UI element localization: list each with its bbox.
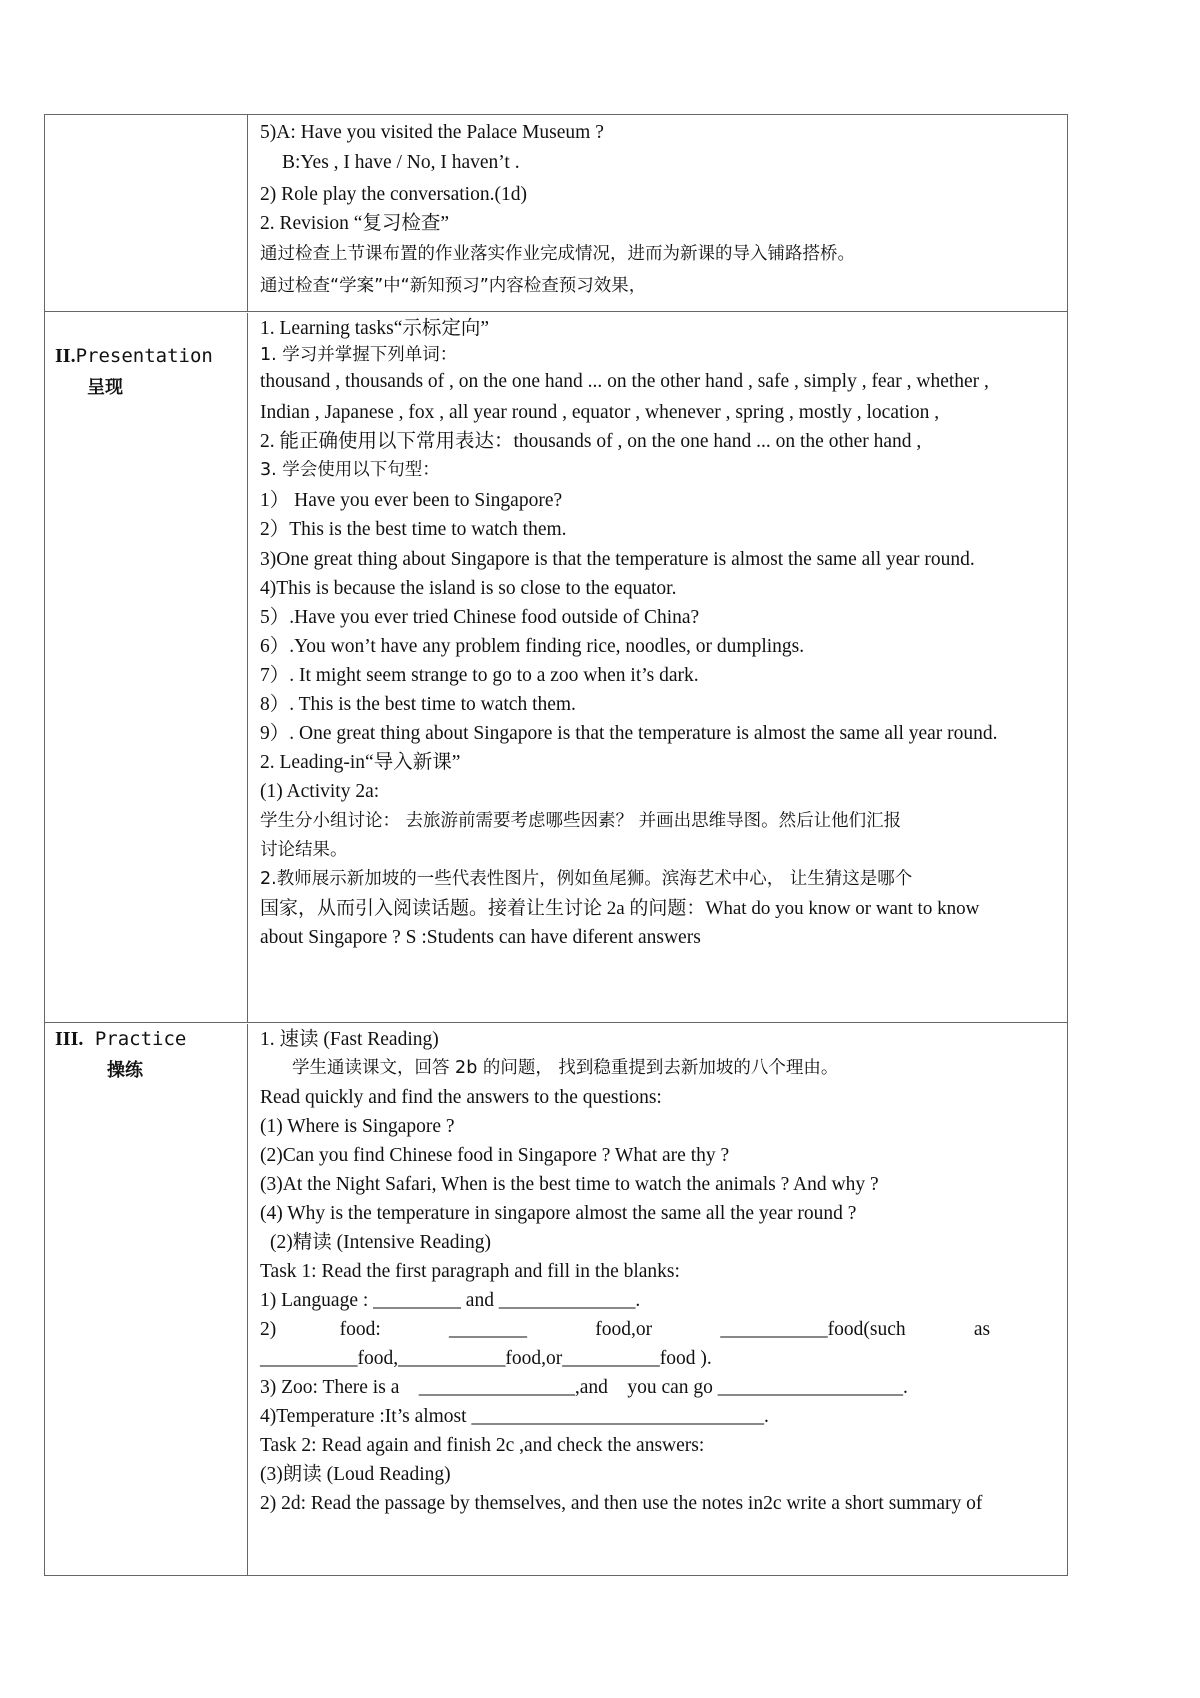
content-line: 2.教师展示新加坡的一些代表性图片，例如鱼尾狮。滨海艺术中心， 让生猜这是哪个 [260, 869, 913, 889]
section-label-cell [45, 1024, 248, 1575]
content-line: 1. 学习并掌握下列单词： [260, 345, 458, 365]
content-line: 通过检查上节课布置的作业落实作业完成情况，进而为新课的导入铺路搭桥。 [260, 244, 855, 264]
content-line: 3. 学会使用以下句型： [260, 460, 440, 480]
section-content-cell [248, 313, 1067, 1022]
content-line: (3)At the Night Safari, When is the best time to watch the animals ? And why ? [260, 1174, 879, 1195]
content-line: (3)朗读 (Loud Reading) [260, 1464, 451, 1485]
content-line: (1) Activity 2a: [260, 781, 380, 802]
content-line: 1. Learning tasks“示标定向” [260, 318, 490, 339]
content-line: 8）. This is the best time to watch them. [260, 694, 576, 715]
section-label-cell [45, 313, 248, 1022]
content-line: 5)A: Have you visited the Palace Museum ? [260, 122, 604, 143]
content-line: 学生分小组讨论： 去旅游前需要考虑哪些因素？ 并画出思维导图。然后让他们汇报 [260, 811, 902, 831]
section-roman-numeral: III. [55, 1028, 84, 1050]
content-line: 2. 能正确使用以下常用表达：thousands of , on the one hand ... on the other hand , [260, 431, 922, 452]
content-line: (1) Where is Singapore ? [260, 1116, 455, 1137]
content-line: B:Yes , I have / No, I haven’t . [282, 152, 520, 173]
section-title-cn: 操练 [107, 1060, 143, 1081]
content-line: 7）. It might seem strange to go to a zoo when it’s dark. [260, 665, 699, 686]
section-content-cell [248, 115, 1067, 311]
section-title-en: Presentation [75, 345, 213, 367]
table-row-revision [45, 115, 1067, 312]
content-line: 4)Temperature :It’s almost ______________________________. [260, 1406, 769, 1427]
content-line: 2）This is the best time to watch them. [260, 519, 567, 540]
section-title-cn: 呈现 [87, 377, 123, 398]
content-line: 2) Role play the conversation.(1d) [260, 184, 527, 205]
content-line: 3) Zoo: There is a ________________,and you can go ___________________. [260, 1377, 908, 1398]
content-line: Task 2: Read again and finish 2c ,and check the answers: [260, 1435, 705, 1456]
content-line: 学生通读课文，回答 2b 的问题， 找到稳重提到去新加坡的八个理由。 [292, 1058, 839, 1078]
content-line: (2)精读 (Intensive Reading) [270, 1232, 491, 1253]
content-line: 2) food: ________ food,or ___________food(such as [260, 1319, 991, 1340]
content-line: 2. Revision “复习检查” [260, 213, 450, 234]
content-line: (4) Why is the temperature in singapore almost the same all the year round ? [260, 1203, 857, 1224]
content-line: 讨论结果。 [260, 840, 348, 860]
section-roman-numeral: II. [55, 345, 76, 367]
content-line: 9）. One great thing about Singapore is that the temperature is almost the same all year round. [260, 723, 998, 744]
section-content-cell [248, 1024, 1067, 1575]
content-line: 3)One great thing about Singapore is that the temperature is almost the same all year round. [260, 549, 975, 570]
content-line: thousand , thousands of , on the one hand ... on the other hand , safe , simply , fear , whether , [260, 371, 989, 392]
section-title [55, 1024, 186, 1055]
section-title [55, 341, 213, 372]
content-line: 1) Language : _________ and ______________. [260, 1290, 641, 1311]
content-line: (2)Can you find Chinese food in Singapore ? What are thy ? [260, 1145, 730, 1166]
content-line: Indian , Japanese , fox , all year round , equator , whenever , spring , mostly , location , [260, 402, 940, 423]
content-line: __________food,___________food,or__________food ). [260, 1348, 712, 1369]
content-line: 2) 2d: Read the passage by themselves, and then use the notes in2c write a short summary of [260, 1493, 983, 1514]
content-line: about Singapore ? S :Students can have diferent answers [260, 927, 701, 948]
lesson-plan-table [44, 114, 1068, 1576]
table-row-presentation [45, 313, 1067, 1023]
content-line: 4)This is because the island is so close to the equator. [260, 578, 677, 599]
content-line: 2. Leading-in“导入新课” [260, 752, 461, 773]
content-line: 通过检查“学案”中“新知预习”内容检查预习效果， [260, 276, 647, 296]
content-line: Read quickly and find the answers to the questions: [260, 1087, 662, 1108]
content-line: 1. 速读 (Fast Reading) [260, 1029, 439, 1050]
content-line: 5）.Have you ever tried Chinese food outside of China? [260, 607, 700, 628]
section-title-en: Practice [94, 1028, 187, 1050]
content-line: 国家，从而引入阅读话题。接着让生讨论 2a 的问题：What do you know or want to know [260, 898, 980, 919]
table-row-practice [45, 1024, 1067, 1575]
section-label-cell [45, 115, 248, 311]
content-line: Task 1: Read the first paragraph and fill in the blanks: [260, 1261, 680, 1282]
content-line: 1） Have you ever been to Singapore? [260, 490, 563, 511]
content-line: 6）.You won’t have any problem finding rice, noodles, or dumplings. [260, 636, 805, 657]
